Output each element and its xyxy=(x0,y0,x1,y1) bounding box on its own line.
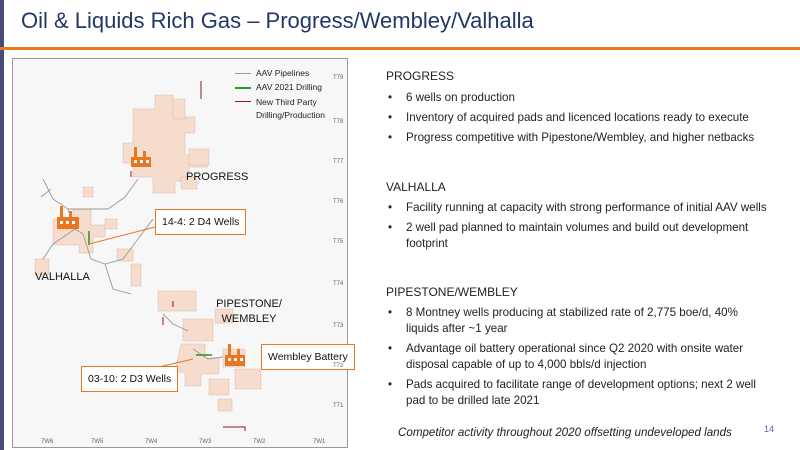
y-tick: T77 xyxy=(333,159,344,165)
x-tick: 7W3 xyxy=(199,439,212,445)
heading-progress: PROGRESS xyxy=(386,69,455,83)
slide-title: Oil & Liquids Rich Gas – Progress/Wembley/Valhalla xyxy=(21,8,534,33)
legend-row-third-party xyxy=(235,96,348,122)
y-tick: T75 xyxy=(333,239,344,245)
label-progress: PROGRESS xyxy=(186,171,249,183)
bullet-item: • 8 Montney wells producing at stabilized rate of 2,775 boe/d, 40% liquids after ~1 year xyxy=(386,305,771,337)
callout-03-10: 03-10: 2 D3 Wells xyxy=(81,366,178,392)
bullets-progress xyxy=(386,90,771,150)
bullets-pipestone-wembley xyxy=(386,305,771,413)
x-tick: 7W4 xyxy=(145,439,158,445)
y-tick: T71 xyxy=(333,403,344,409)
land-map xyxy=(12,58,348,448)
y-tick: T76 xyxy=(333,199,344,205)
callout-wembley-battery: Wembley Battery xyxy=(261,344,355,370)
title-rule xyxy=(0,47,800,50)
legend-row-drilling xyxy=(235,82,348,96)
y-tick: T79 xyxy=(333,75,344,81)
bullet-item: • Pads acquired to facilitate range of development options; next 2 well pad to be drilled late 2021 xyxy=(386,377,771,409)
callout-14-4: 14-4: 2 D4 Wells xyxy=(155,209,246,235)
bullets-valhalla xyxy=(386,200,771,256)
x-tick: 7W1 xyxy=(313,439,326,445)
legend-label: AAV Pipelines xyxy=(256,68,310,78)
label-valhalla: VALHALLA xyxy=(35,271,90,283)
bullet-item: • Facility running at capacity with strong performance of initial AAV wells xyxy=(386,200,771,216)
heading-pipestone-wembley: PIPESTONE/WEMBLEY xyxy=(386,285,518,299)
page-number: 14 xyxy=(764,424,775,434)
legend-label: AAV 2021 Drilling xyxy=(256,82,322,92)
legend-row-pipelines xyxy=(235,68,348,82)
y-tick: T74 xyxy=(333,281,344,287)
heading-valhalla: VALHALLA xyxy=(386,180,446,194)
x-tick: 7W6 xyxy=(41,439,54,445)
y-tick: T72 xyxy=(333,363,344,369)
y-tick: T73 xyxy=(333,323,344,329)
y-tick: T78 xyxy=(333,119,344,125)
bullet-item: • 2 well pad planned to maintain volumes and build out development footprint xyxy=(386,220,771,252)
map-legend xyxy=(235,68,348,122)
x-tick: 7W2 xyxy=(253,439,266,445)
bullet-item: • Inventory of acquired pads and licenced locations ready to execute xyxy=(386,110,771,126)
green-line-icon xyxy=(235,87,251,89)
gray-line-icon xyxy=(235,73,251,74)
bullet-item: • Progress competitive with Pipestone/Wembley, and higher netbacks xyxy=(386,130,771,146)
footer-note: Competitor activity throughout 2020 offsetting undeveloped lands xyxy=(398,426,732,439)
slide-left-bar xyxy=(0,0,4,450)
bullet-item: • Advantage oil battery operational since Q2 2020 with onsite water disposal capable of up to 4,000 bbls/d injection xyxy=(386,341,771,373)
legend-label: New Third Party Drilling/Production xyxy=(256,97,325,120)
bullet-item: • 6 wells on production xyxy=(386,90,771,106)
facility-icon-wembley xyxy=(225,344,245,366)
x-tick: 7W5 xyxy=(91,439,104,445)
maroon-line-icon xyxy=(235,101,251,102)
label-pipestone-wembley: PIPESTONE/ WEMBLEY xyxy=(216,298,282,325)
